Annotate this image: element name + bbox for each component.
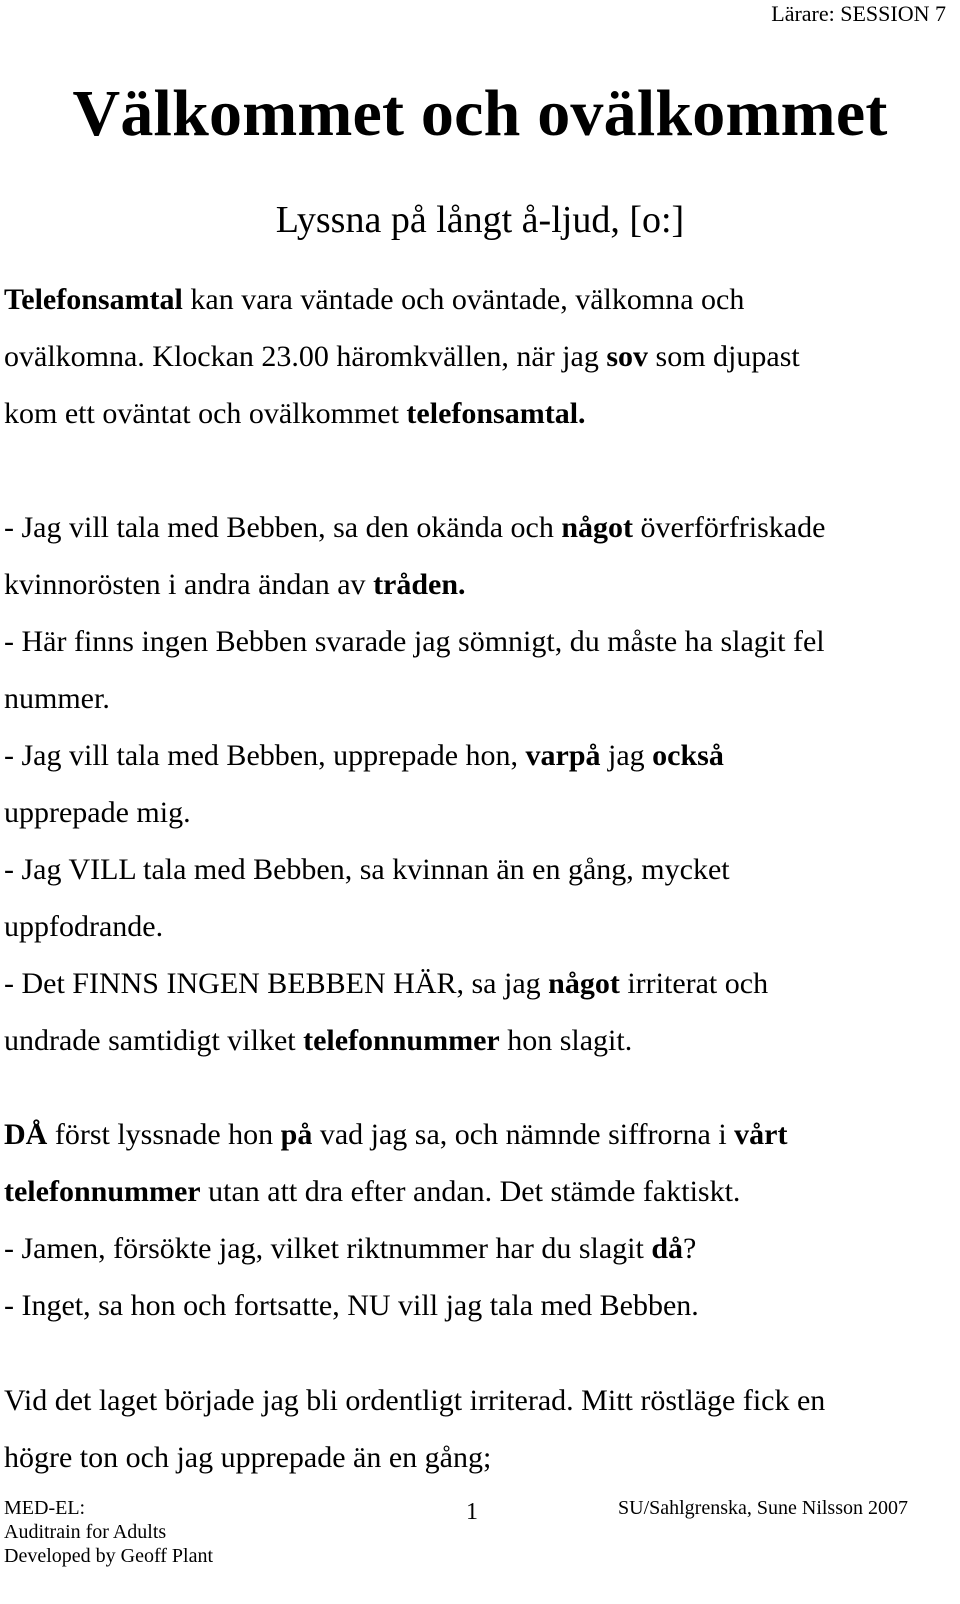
page-number: 1 <box>466 1499 478 1525</box>
bold-word: också <box>652 739 724 772</box>
text-segment: nummer. <box>4 682 110 715</box>
text-line <box>4 508 825 548</box>
text-line <box>4 793 191 833</box>
bold-word: vårt <box>734 1118 788 1151</box>
text-line <box>4 679 110 719</box>
text-segment: - Jag vill tala med Bebben, sa den okända och <box>4 511 562 544</box>
footer-credit-line: MED-EL: <box>4 1497 86 1519</box>
bold-word: tråden. <box>373 568 466 601</box>
text-segment: - Inget, sa hon och fortsatte, NU vill jag tala med Bebben. <box>4 1289 699 1322</box>
bold-word: DÅ <box>4 1118 48 1151</box>
text-segment: - Jag VILL tala med Bebben, sa kvinnan än en gång, mycket <box>4 853 730 886</box>
text-segment: - Jamen, försökte jag, vilket riktnummer har du slagit <box>4 1232 652 1265</box>
text-line <box>4 565 466 605</box>
bold-word: telefonnummer <box>4 1175 201 1208</box>
text-line <box>4 1229 696 1269</box>
text-segment: kom ett oväntat och ovälkommet <box>4 397 407 430</box>
text-segment: - Jag vill tala med Bebben, upprepade hon, <box>4 739 526 772</box>
text-segment: ? <box>683 1232 697 1265</box>
bold-word: något <box>548 967 620 1000</box>
page-title: Välkommet och ovälkommet <box>72 77 888 150</box>
text-segment: irriterat och <box>619 967 769 1000</box>
text-line <box>4 337 800 377</box>
bold-word: på <box>280 1118 313 1151</box>
text-line <box>4 850 730 890</box>
session-label: Lärare: SESSION 7 <box>771 1 946 26</box>
text-line <box>4 1172 740 1212</box>
footer-credit-line: Developed by Geoff Plant <box>4 1545 214 1567</box>
text-line <box>4 1381 825 1421</box>
text-segment: hon slagit. <box>499 1024 633 1057</box>
bold-word: något <box>561 511 634 544</box>
text-line <box>4 280 744 320</box>
footer-credits <box>4 1496 213 1568</box>
bold-word: Telefonsamtal <box>4 283 183 316</box>
text-segment: kan vara väntade och oväntade, välkomna och <box>182 283 745 316</box>
text-segment: som djupast <box>648 340 800 373</box>
bold-word: då <box>651 1232 684 1265</box>
page-subtitle: Lyssna på långt å-ljud, [o:] <box>275 199 685 241</box>
text-line <box>4 1021 632 1061</box>
text-segment: - Det FINNS INGEN BEBBEN HÄR, sa jag <box>4 967 549 1000</box>
text-segment: kvinnorösten i andra ändan av <box>4 568 374 601</box>
text-line <box>4 622 825 662</box>
text-line <box>4 1286 699 1326</box>
text-line <box>4 907 163 947</box>
text-line <box>4 1438 491 1478</box>
text-segment: uppfodrande. <box>4 910 164 943</box>
text-segment: undrade samtidigt vilket <box>4 1024 304 1057</box>
text-segment: - Här finns ingen Bebben svarade jag sömnigt, du måste ha slagit fel <box>4 625 825 658</box>
text-line <box>4 736 724 776</box>
text-segment: vad jag sa, och nämnde siffrorna i <box>312 1118 735 1151</box>
text-segment: jag <box>600 739 653 772</box>
bold-word: telefonnummer <box>303 1024 500 1057</box>
text-segment: utan att dra efter andan. Det stämde faktiskt. <box>200 1175 741 1208</box>
text-segment: högre ton och jag upprepade än en gång; <box>4 1441 492 1474</box>
text-segment: först lyssnade hon <box>47 1118 281 1151</box>
bold-word: sov <box>606 340 649 373</box>
text-segment: överförfriskade <box>633 511 826 544</box>
footer-copyright: SU/Sahlgrenska, Sune Nilsson 2007 <box>618 1497 908 1519</box>
text-segment: upprepade mig. <box>4 796 191 829</box>
text-segment: ovälkomna. Klockan 23.00 häromkvällen, när jag <box>4 340 607 373</box>
text-line <box>4 1115 787 1155</box>
text-line <box>4 964 768 1004</box>
text-line <box>4 394 586 434</box>
bold-word: telefonsamtal. <box>406 397 586 430</box>
footer-credit-line: Auditrain for Adults <box>4 1521 167 1543</box>
text-segment: Vid det laget började jag bli ordentligt irriterad. Mitt röstläge fick en <box>4 1384 826 1417</box>
bold-word: varpå <box>525 739 601 772</box>
